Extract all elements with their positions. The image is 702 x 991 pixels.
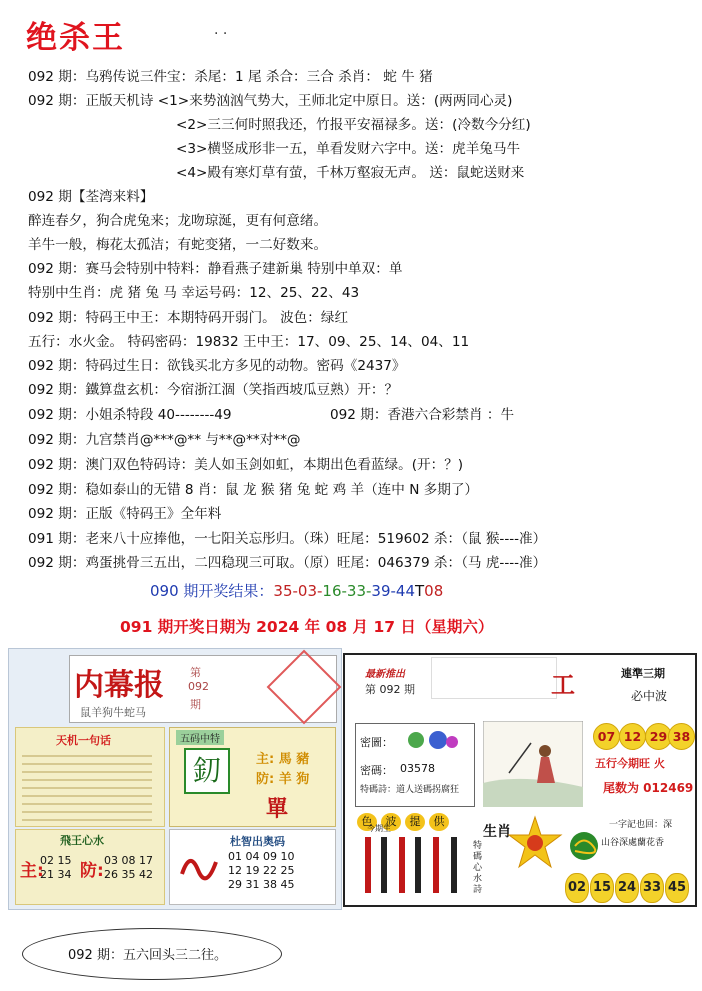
text-line: 092 期：稳如泰山的无错 8 肖：鼠 龙 猴 猪 兔 蛇 鸡 羊（连中 N 多期了） (28, 482, 479, 498)
text-line: 092 期：赛马会特别中特料：静看燕子建新巢 特别中单双：单 (28, 261, 403, 277)
tianji-box (15, 727, 165, 827)
text-line: 羊牛一般，梅花太孤洁；有蛇变猪，一二好数来。 (28, 237, 328, 253)
text-line: 092 期：澳门双色特码诗：美人如玉剑如虹，本期出色看蓝绿。(开：？) (28, 457, 464, 473)
jinqi-label: 今期生 (367, 824, 391, 833)
latest-label: 最新推出 (365, 669, 405, 680)
period-label: 第 092 期 (365, 683, 415, 696)
mitu-label: 密圖： (360, 736, 393, 749)
mima-label: 密碼： (360, 764, 393, 777)
duzhi-box (169, 829, 336, 905)
shangu-text: 山谷深處蘭花香 (601, 838, 665, 848)
sebo-char: 波 (381, 813, 401, 831)
row1-a: 02 15 (40, 854, 72, 867)
shengxiao-label: 生肖 (483, 824, 511, 840)
result-numbers-a: 35-03- (273, 582, 323, 600)
fisherman-painting-icon (483, 721, 583, 807)
blank-label-area (431, 657, 557, 699)
wuma-box (169, 727, 336, 827)
tianji-list-lines (22, 750, 160, 822)
text-line: 特别中生肖：虎 猪 兔 马 幸运号码：12、25、22、43 (28, 285, 360, 301)
calligraphy-icon (176, 844, 220, 886)
text-line: 092 期：九宫禁肖@***@** 与**@**对**@ (28, 432, 301, 448)
fang-label: 防: (80, 861, 104, 881)
temashi-text: 特碼詩：道人送碼拐腐狂 (360, 785, 460, 795)
result-prefix: 090 期开奖结果： (150, 582, 274, 600)
result-t: T (415, 582, 425, 600)
bizhong-label: 必中波 (631, 689, 668, 703)
zhu-text: 主: 馬 豬 (256, 752, 310, 767)
result-numbers-b: 16-33- (322, 582, 372, 600)
sebo-char: 提 (405, 813, 425, 831)
wuma-title: 五码中特 (176, 730, 224, 745)
duzhi-title: 杜智出奥码 (230, 835, 285, 848)
zodiac-text: 鼠羊狗牛蛇马 (80, 706, 146, 719)
ball-bottom: 33 (640, 873, 664, 903)
text-line: 092 期：特码过生日：欲钱买北方多见的动物。密码《2437》 (28, 358, 406, 374)
feiwang-title: 飛王心水 (60, 834, 104, 847)
decor-diamond-icon (264, 647, 344, 727)
row2-b: 26 35 42 (104, 868, 153, 881)
vertical-poem-lines (359, 835, 469, 897)
ball-bottom: 45 (665, 873, 689, 903)
lianzhun-label: 連準三期 (621, 667, 665, 680)
text-line: 092 期：鐵算盘玄机：今宿浙江涸（笑指西坡瓜豆熟）开：？ (28, 382, 399, 398)
right-newspaper-image (343, 653, 697, 907)
text-line: 091 期：老来八十应捧他，一七阳关忘彤归。（珠）旺尾：519602 杀：（鼠 猴----准） (28, 531, 547, 547)
text-line: 092 期：香港六合彩禁肖 ：牛 (330, 407, 515, 423)
duzhi-row: 29 31 38 45 (228, 878, 295, 891)
text-line: 092 期：鸡蛋挑骨三五出，二四稳现三可取。（原）旺尾：046379 杀：（马 虎----准） (28, 555, 547, 571)
feiwang-box (15, 829, 165, 905)
banner-title: 内幕报 (74, 668, 164, 703)
result-numbers-c: 39-44 (371, 582, 415, 600)
ball-bottom: 24 (615, 873, 639, 903)
next-draw-date: 091 期开奖日期为 2024 年 08 月 17 日（星期六） (120, 618, 494, 636)
result-special: 08 (424, 582, 444, 600)
left-newspaper-image (8, 648, 342, 910)
row2-a: 21 34 (40, 868, 72, 881)
duzhi-row: 01 04 09 10 (228, 850, 295, 863)
mima-value: 03578 (400, 762, 435, 775)
sebo-char: 供 (429, 813, 449, 831)
text-line: 五行：水火金。 特码密码：19832 王中王：17、09、25、14、04、11 (28, 334, 470, 350)
tianji-title: 天机一句话 (56, 734, 111, 747)
text-line: <4>殿有寒灯草有萤，千林万壑寂无声。 送：鼠蛇送财来 (176, 165, 525, 181)
bubble-text: 092 期：五六回头三二往。 (68, 948, 227, 963)
big-char: 釖 (184, 748, 230, 794)
text-line: 092 期：乌鸦传说三件宝：杀尾：1 尾 杀合：三合 杀肖： 蛇 牛 猪 (28, 69, 433, 85)
wuxing-text: 五行今期旺 火 (595, 757, 665, 770)
mitu-box (355, 723, 475, 807)
text-line: 092 期：正版《特码王》全年料 (28, 506, 222, 522)
header-dots: . . (214, 22, 228, 38)
yizi-text: 一字記也回：深 (609, 820, 673, 830)
duzhi-row: 12 19 22 25 (228, 864, 295, 877)
draw-result (150, 580, 443, 601)
text-line: 092 期：特码王中王：本期特码开弱门。 波色：绿红 (28, 310, 349, 326)
mitu-picture-icon (406, 728, 462, 754)
temaxin-text: 特碼心水詩 (473, 841, 483, 895)
period-label-a: 第 (190, 666, 201, 679)
ball-bottom: 15 (590, 873, 614, 903)
title-fragment-icon: ⼯ (551, 671, 575, 699)
text-line: <2>三三何时照我还，竹报平安福禄多。送：(冷数今分红) (176, 117, 531, 133)
snake-icon (567, 829, 601, 863)
zhu-label: 主: (20, 861, 44, 881)
page-title: 绝杀王 (26, 20, 125, 56)
text-line: 醉连春夕，狗合虎兔来；龙吻琼涎，更有何意绪。 (28, 213, 328, 229)
period-label-b: 092 (188, 680, 209, 693)
ball-bottom: 02 (565, 873, 589, 903)
star-badge-icon (505, 815, 565, 871)
ball-top: 38 (668, 723, 695, 750)
ball-top: 12 (619, 723, 646, 750)
fang-text: 防: 羊 狗 (256, 772, 310, 787)
text-line: 092 期：正版天机诗 <1>来势汹汹气势大，王师北定中原日。送：(两两同心灵) (28, 93, 513, 109)
ball-top: 29 (645, 723, 672, 750)
row1-b: 03 08 17 (104, 854, 153, 867)
text-line: <3>横竖成形非一五，单看发财六字中。送：虎羊兔马牛 (176, 141, 521, 157)
period-label-c: 期 (190, 698, 201, 711)
dan-text: 單 (266, 797, 289, 822)
weishu-text: 尾数为 012469 (603, 781, 694, 795)
sebo-char: 色 (357, 813, 377, 831)
text-line: 092 期：小姐杀特段 40--------49 (28, 407, 232, 423)
text-line: 092 期【荃湾来料】 (28, 189, 154, 205)
ball-top: 07 (593, 723, 620, 750)
